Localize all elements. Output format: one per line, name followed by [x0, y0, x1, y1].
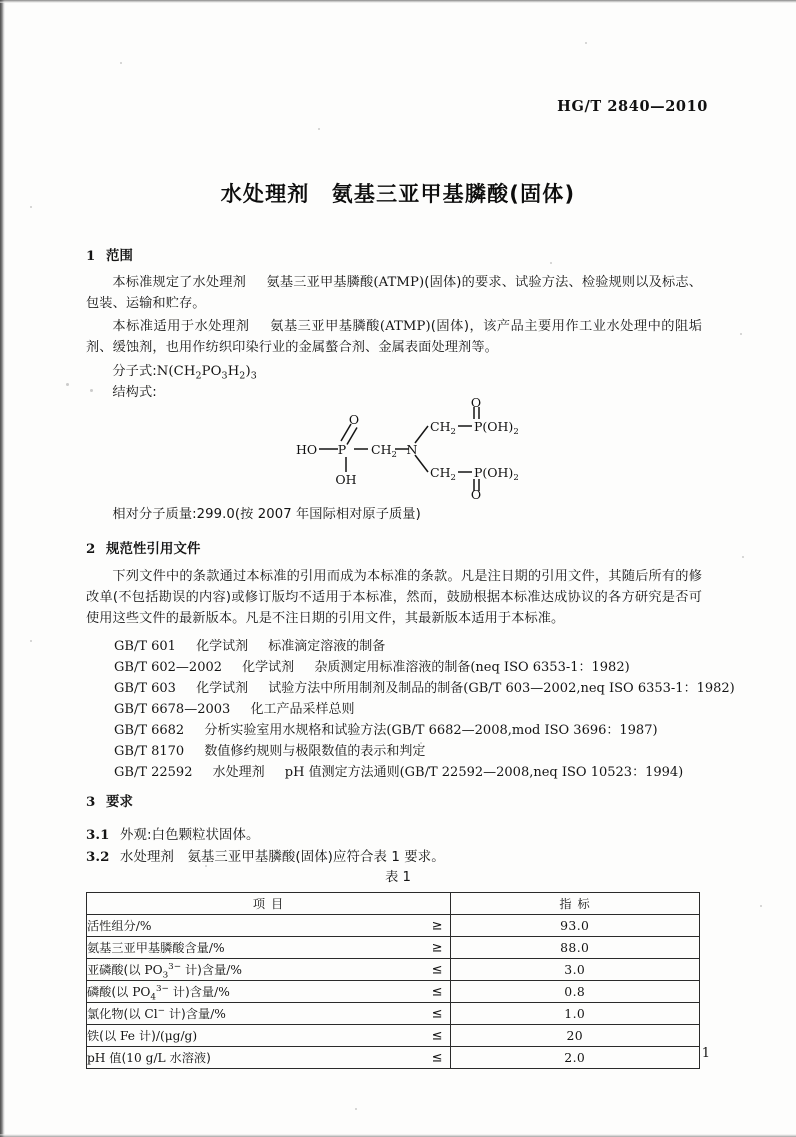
table-cell-item: 磷酸(以 $PO_4^{3-}$ 计)含量/% ≤	[87, 981, 451, 1003]
structure-label-oh-left-bottom: OH	[335, 472, 357, 487]
clause-3-1-text: 外观:白色颗粒状固体。	[120, 828, 260, 843]
comparison-operator: ≥	[431, 918, 443, 933]
clause-3-1-number: 3.1	[86, 827, 110, 843]
section-1-heading	[86, 246, 133, 267]
chemical-structure-diagram	[278, 398, 538, 500]
comparison-operator: ≤	[431, 984, 443, 999]
molecular-formula-label: 分子式:	[112, 364, 157, 379]
section-1-paragraph-1: 本标准规定了水处理剂 氨基三亚甲基膦酸(ATMP)(固体)的要求、试验方法、检验规则以及标志、包装、运输和贮存。	[86, 275, 702, 311]
table-row	[87, 1047, 700, 1069]
page-title: 水处理剂 氨基三亚甲基膦酸(固体)	[220, 182, 576, 207]
clause-3-2	[86, 847, 445, 868]
table-caption: 表 1	[385, 870, 411, 885]
structure-label-ho: HO	[296, 442, 318, 457]
table-cell-value: 2.0	[450, 1047, 700, 1069]
specification-table	[86, 892, 700, 1069]
table-row	[87, 937, 700, 959]
table-cell-item: 铁(以 Fe 计)/(μg/g) ≤	[87, 1025, 451, 1047]
reference-item: GB/T 22592 水处理剂 pH 值测定方法通则(GB/T 22592—2008,neq ISO 10523：1994)	[114, 765, 684, 780]
reference-item: GB/T 601 化学试剂 标准滴定溶液的制备	[114, 639, 386, 654]
comparison-operator: ≤	[431, 1006, 443, 1021]
comparison-operator: ≥	[431, 940, 443, 955]
column-header-item: 项目	[87, 893, 451, 915]
table-cell-item: 氯化物(以 Cl− 计)含量/% ≤	[87, 1003, 451, 1025]
table-row	[87, 959, 700, 981]
clause-3-2-text: 水处理剂 氨基三亚甲基膦酸(固体)应符合表 1 要求。	[120, 850, 445, 865]
structure-formula-label: 结构式:	[112, 385, 157, 400]
comparison-operator: ≤	[431, 1028, 443, 1043]
structure-label-ch2-lower: $CH_2$	[430, 465, 456, 483]
structure-label-o-upper: O	[470, 398, 482, 410]
structure-label-ch2-left: $CH_2$	[371, 442, 397, 460]
table-cell-item: 亚磷酸(以 $PO_3^{3-}$ 计)含量/% ≤	[87, 959, 451, 981]
section-2-paragraph-1: 下列文件中的条款通过本标准的引用而成为本标准的条款。凡是注日期的引用文件，其随后所有的修改单(不包括勘误的内容)或修订版均不适用于本标准，然而，鼓励根据本标准达成协议的各方研究是否可使用这些文件的最新版本。凡是不注日期的引用文件，其最新版本适用于本标准。	[86, 569, 702, 626]
structure-label-o-left-top: O	[348, 412, 360, 427]
molecular-formula-value: $N(CH_2PO_3H_2)_3$	[156, 364, 257, 382]
comparison-operator: ≤	[431, 1050, 443, 1065]
structure-label-o-lower: O	[470, 487, 482, 500]
table-cell-value: 0.8	[450, 981, 700, 1003]
table-row	[87, 1003, 700, 1025]
table-row	[87, 981, 700, 1003]
table-row	[87, 915, 700, 937]
section-2-number: 2	[86, 541, 96, 557]
clause-3-2-number: 3.2	[86, 849, 110, 865]
clause-3-1	[86, 825, 260, 846]
section-1-number: 1	[86, 248, 96, 264]
column-header-index: 指标	[450, 893, 700, 915]
section-1-title: 范围	[106, 249, 133, 264]
table-cell-item: 氨基三亚甲基膦酸含量/% ≥	[87, 937, 451, 959]
table-cell-value: 1.0	[450, 1003, 700, 1025]
section-2-heading	[86, 539, 200, 560]
reference-item: GB/T 6678—2003 化工产品采样总则	[114, 702, 355, 717]
section-3-title: 要求	[106, 795, 133, 810]
comparison-operator: ≤	[431, 962, 443, 977]
standard-code-header: HG/T 2840—2010	[557, 98, 708, 115]
table-header-row	[87, 893, 700, 915]
reference-item: GB/T 602—2002 化学试剂 杂质测定用标准溶液的制备(neq ISO 6353-1：1982)	[114, 660, 630, 675]
structure-label-p-lower: $P(OH)_2$	[474, 465, 519, 483]
structure-label-nitrogen: N	[406, 442, 418, 457]
section-2-title: 规范性引用文件	[106, 542, 201, 557]
molecular-formula-line	[86, 361, 257, 382]
structure-label-p-upper: $P(OH)_2$	[474, 419, 519, 437]
table-cell-value: 93.0	[450, 915, 700, 937]
relative-molecular-mass-line: 相对分子质量:299.0(按 2007 年国际相对原子质量)	[112, 507, 421, 522]
table-cell-value: 3.0	[450, 959, 700, 981]
table-cell-item: 活性组分/% ≥	[87, 915, 451, 937]
section-3-number: 3	[86, 794, 96, 810]
section-3-heading	[86, 792, 133, 813]
table-cell-item: pH 值(10 g/L 水溶液) ≤	[87, 1047, 451, 1069]
reference-item: GB/T 6682 分析实验室用水规格和试验方法(GB/T 6682—2008,mod ISO 3696：1987)	[114, 723, 658, 738]
page-number: 1	[701, 1046, 710, 1061]
reference-item: GB/T 603 化学试剂 试验方法中所用制剂及制品的制备(GB/T 603—2002,neq ISO 6353-1：1982)	[114, 681, 735, 696]
table-cell-value: 88.0	[450, 937, 700, 959]
table-row	[87, 1025, 700, 1047]
structure-label-p-left: P	[337, 442, 347, 457]
section-1-paragraph-2: 本标准适用于水处理剂 氨基三亚甲基膦酸(ATMP)(固体)，该产品主要用作工业水处理中的阻垢剂、缓蚀剂，也用作纺织印染行业的金属螯合剂、金属表面处理剂等。	[86, 319, 702, 355]
structure-label-ch2-upper: $CH_2$	[430, 419, 456, 437]
table-cell-value: 20	[450, 1025, 700, 1047]
reference-item: GB/T 8170 数值修约规则与极限数值的表示和判定	[114, 744, 426, 759]
